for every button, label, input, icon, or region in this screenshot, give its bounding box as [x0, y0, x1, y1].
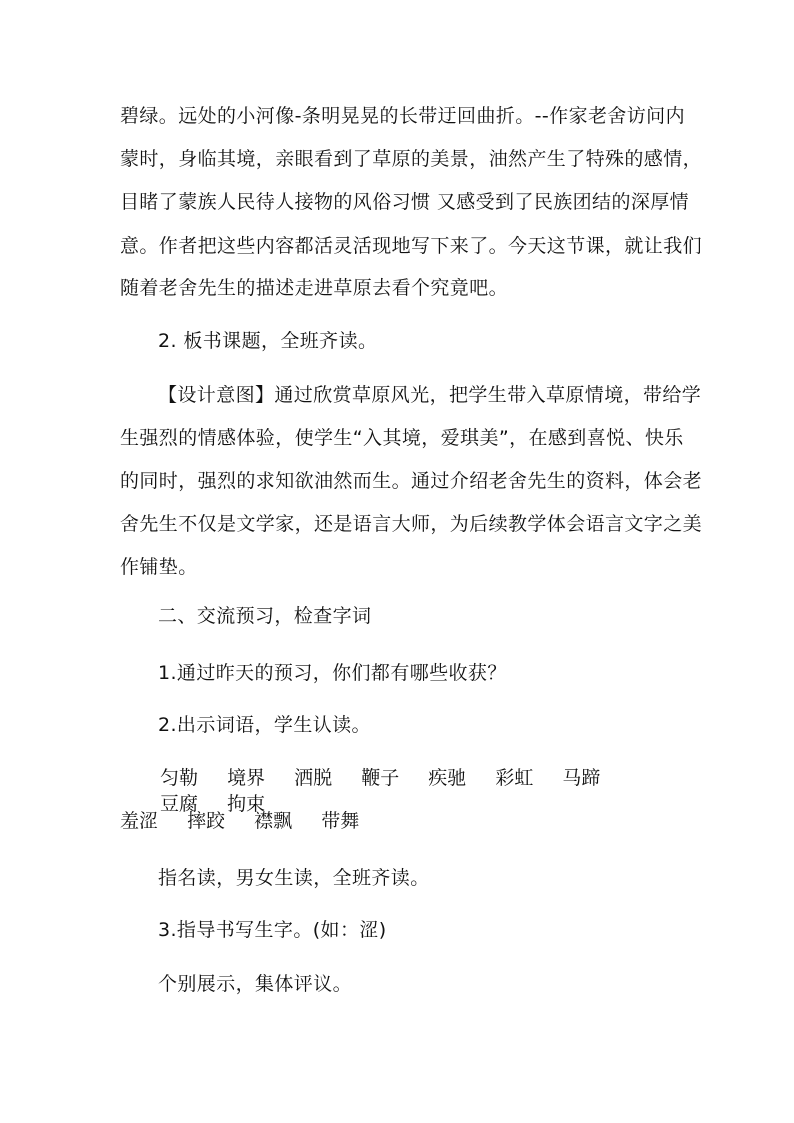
vocab-word: 疾驰 [428, 767, 467, 789]
item-3-text: 3.指导书写生字。(如：涩) [158, 919, 387, 941]
vocab-word: 襟飘 [254, 810, 293, 832]
vocab-word: 拘束 [227, 793, 266, 815]
step-2-text: 2. 板书课题，全班齐读。 [158, 330, 378, 352]
vocab-row-2 [120, 808, 640, 834]
vocab-word: 鞭子 [361, 767, 400, 789]
vocab-word: 彩虹 [495, 767, 534, 789]
section-2-title: 二、交流预习，检查字词 [158, 605, 372, 627]
vocab-word: 带舞 [321, 810, 360, 832]
vocab-word: 马蹄 [562, 767, 601, 789]
display-eval-text: 个别展示，集体评议。 [158, 973, 353, 995]
design-intent-line-3: 的同时，强烈的求知欲油然而生。通过介绍老舍先生的资料，体会老 [120, 470, 703, 492]
vocab-word: 摔跤 [187, 810, 226, 832]
design-intent-line-2: 生强烈的情感体验，使学生“入其境，爱琪美”，在感到喜悦、快乐 [120, 427, 684, 449]
intro-line-4: 意。作者把这些内容都活灵活现地写下来了。今天这节课，就让我们 [120, 235, 703, 257]
design-intent-line-5: 作铺垫。 [120, 556, 198, 578]
item-1-text: 1.通过昨天的预习，你们都有哪些收获？ [158, 662, 507, 684]
intro-line-2: 蒙时，身临其境，亲眼看到了草原的美景，油然产生了特殊的感情， [120, 148, 703, 170]
intro-line-3: 目睹了蒙族人民待人接物的风俗习惯 又感受到了民族团结的深厚情 [120, 191, 690, 213]
design-intent-line-1: 【设计意图】通过欣赏草原风光，把学生带入草原情境，带给学 [158, 384, 702, 406]
vocab-word: 匀勒 [160, 767, 199, 789]
vocab-word: 羞涩 [120, 810, 159, 832]
vocab-word: 洒脱 [294, 767, 333, 789]
intro-line-1: 碧绿。远处的小河像-条明晃晃的长带迂回曲折。--作家老舍访问内 [120, 105, 685, 127]
reading-method-text: 指名读，男女生读，全班齐读。 [158, 867, 430, 889]
item-2-text: 2.出示词语，学生认读。 [158, 714, 371, 736]
vocab-word: 豆腐 [160, 793, 199, 815]
vocab-word: 境界 [227, 767, 266, 789]
intro-line-5: 随着老舍先生的描述走进草原去看个究竟吧。 [120, 277, 509, 299]
design-intent-line-4: 舍先生不仅是文学家，还是语言大师，为后续教学体会语言文字之美 [120, 513, 703, 535]
